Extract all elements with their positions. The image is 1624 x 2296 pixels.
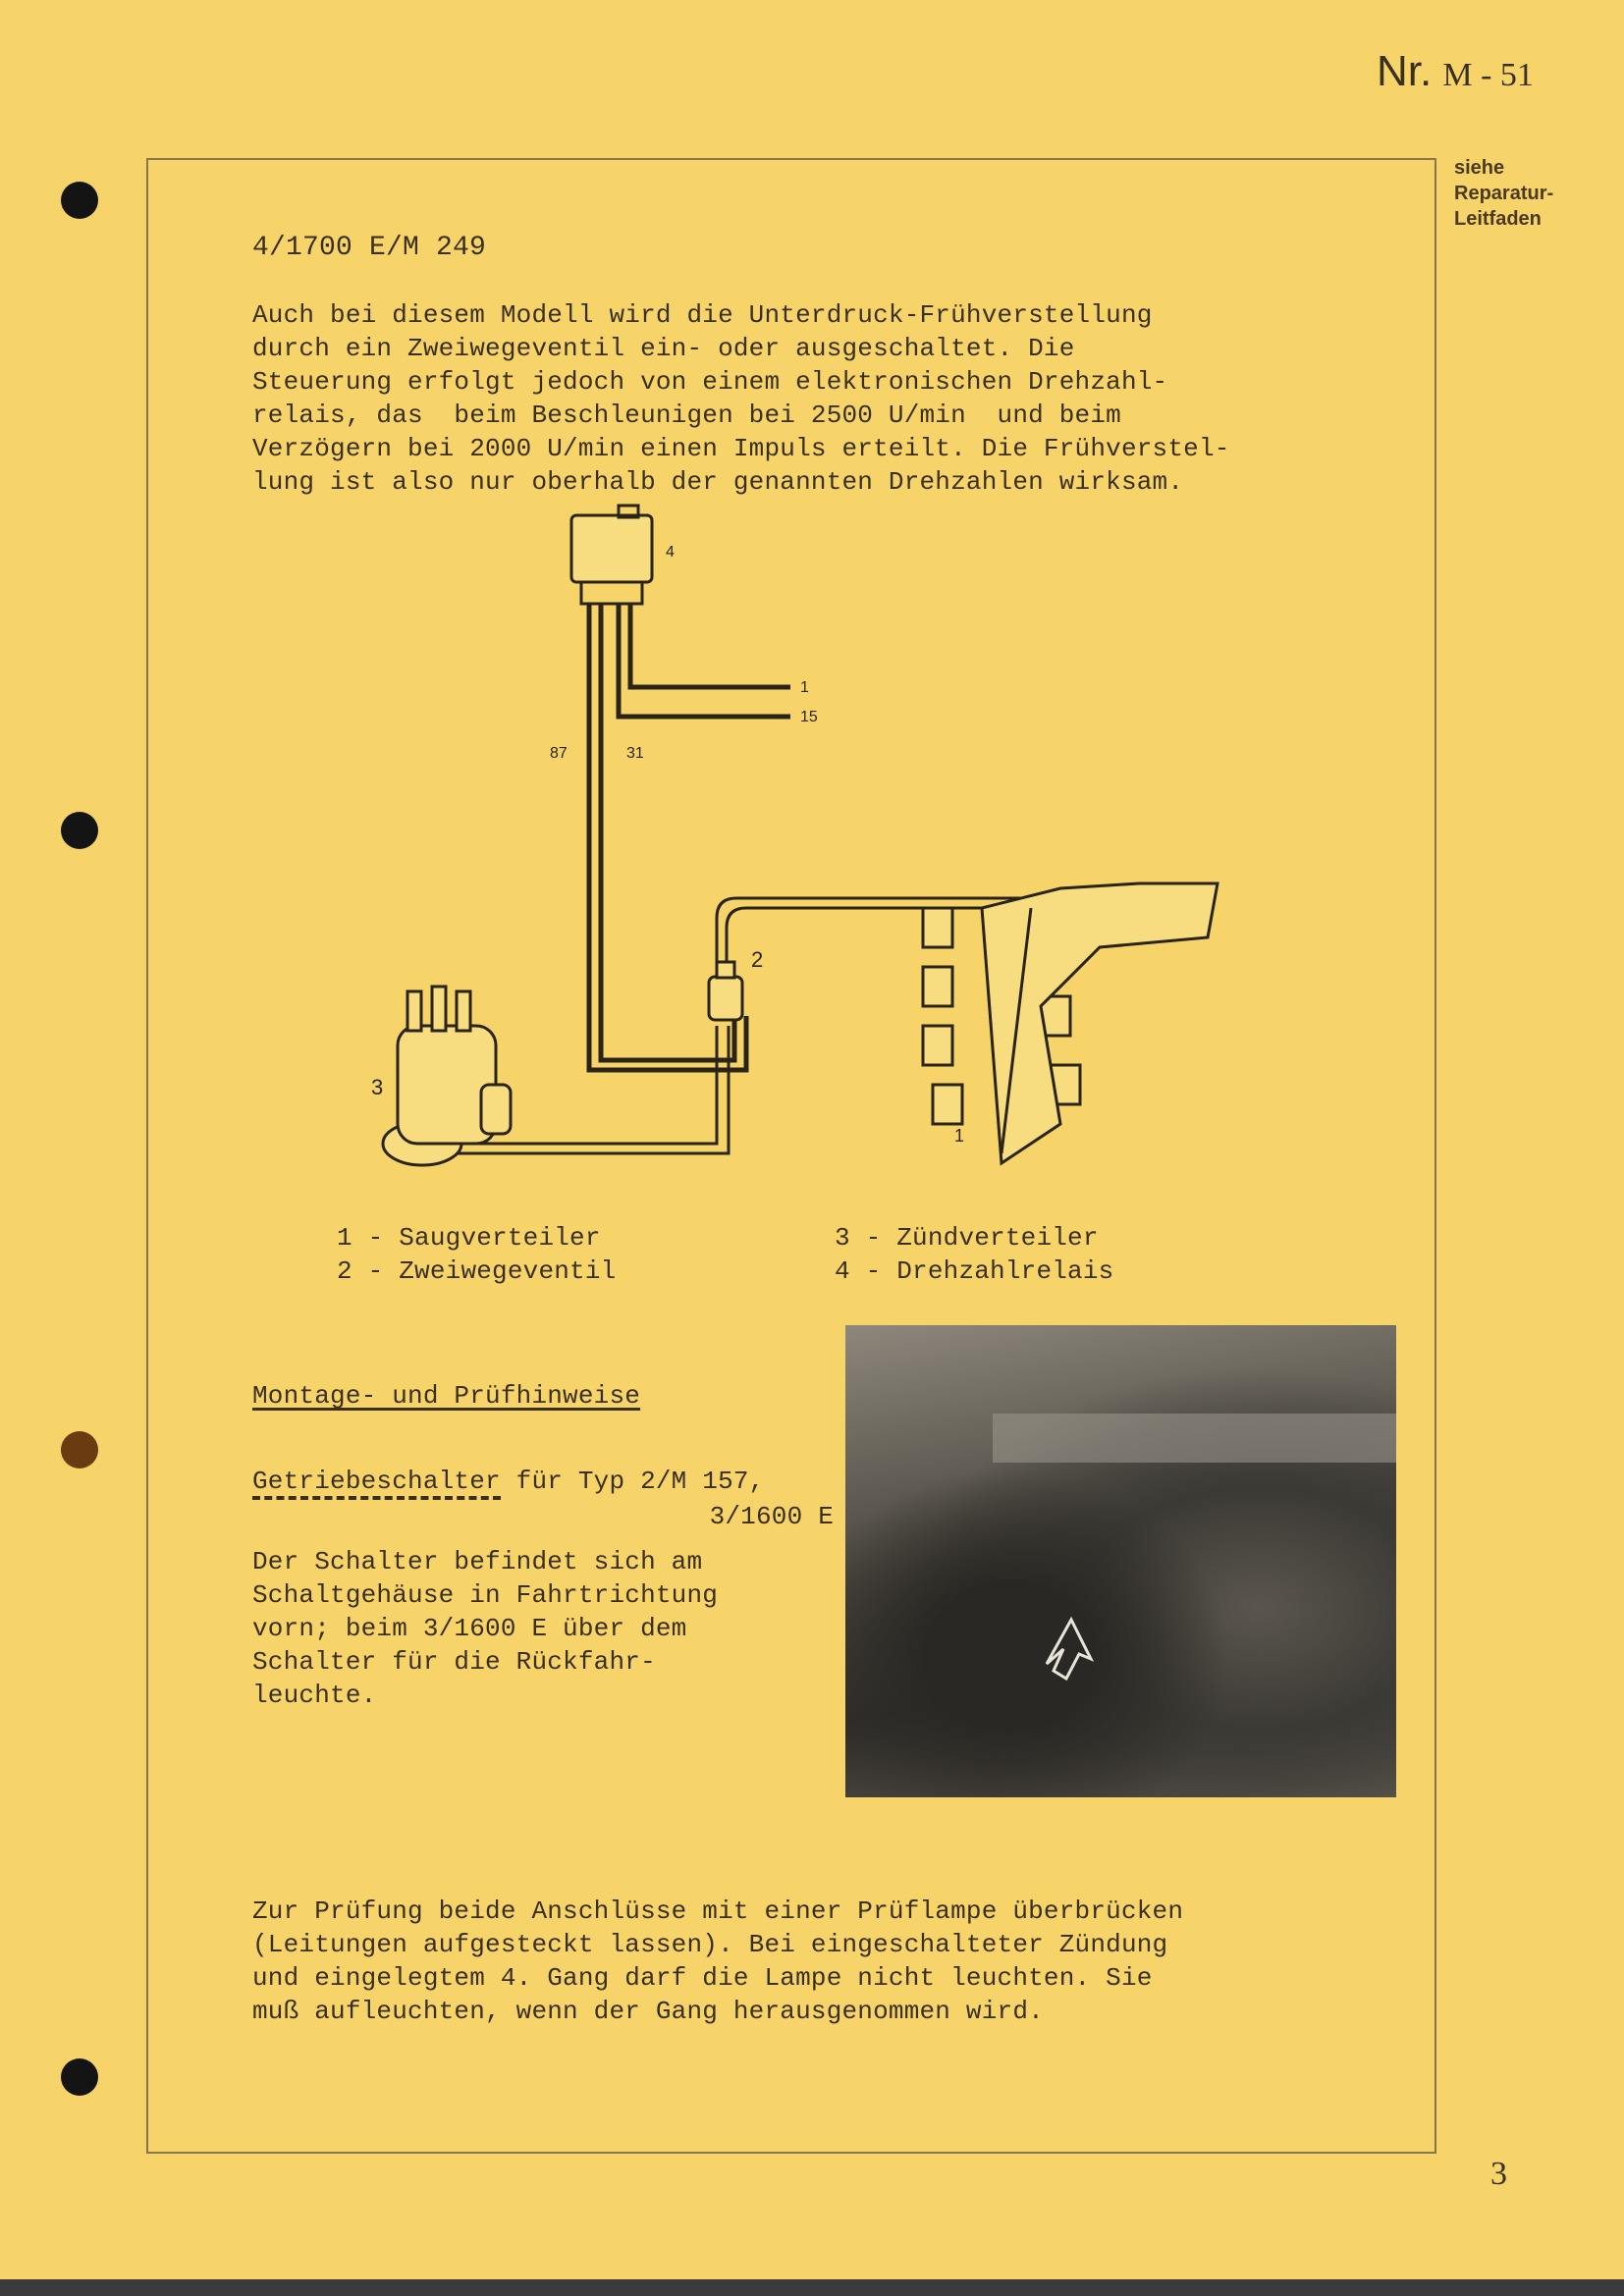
scan-edge (0, 2279, 1624, 2296)
sub-heading-rest: für Typ 2/M 157, (500, 1467, 765, 1496)
intake-manifold-drawing (923, 883, 1218, 1163)
text-line: lung ist also nur oberhalb der genannten Drehzahlen wirksam. (252, 467, 1184, 497)
legend-item: 1 - Saugverteiler (337, 1223, 601, 1253)
distributor-drawing (383, 987, 511, 1165)
text-line: Auch bei diesem Modell wird die Unterdruck-Frühverstellung (252, 300, 1153, 330)
label-relay: 4 (666, 544, 675, 561)
sub-heading-line2: 3/1600 E (709, 1502, 834, 1531)
side-note-line: Reparatur- (1454, 183, 1554, 204)
legend-item: 2 - Zweiwegeventil (337, 1256, 617, 1286)
legend-item: 3 - Zündverteiler (835, 1223, 1099, 1253)
valve-drawing (709, 962, 742, 1020)
intro-paragraph (252, 298, 1230, 499)
label-terminal-31: 31 (626, 745, 644, 762)
arrow-icon (845, 1325, 1396, 1797)
side-note-line: siehe (1454, 157, 1505, 179)
text-line: Steuerung erfolgt jedoch von einem elektronischen Drehzahl- (252, 367, 1168, 397)
page-number: 3 (1490, 2156, 1507, 2192)
document-number (1377, 47, 1534, 96)
text-line: Schaltgehäuse in Fahrtrichtung (252, 1580, 719, 1610)
text-line: Schalter für die Rückfahr- (252, 1647, 656, 1677)
text-line: muß aufleuchten, wenn der Gang herausgenommen wird. (252, 1997, 1044, 2026)
nr-label: Nr. (1377, 47, 1433, 95)
vacuum-hoses (422, 898, 1080, 1153)
sub-heading (252, 1465, 841, 1533)
label-terminal-87: 87 (550, 745, 568, 762)
text-line: (Leitungen aufgesteckt lassen). Bei eingeschalteter Zündung (252, 1930, 1168, 1959)
section-title: 4/1700 E/M 249 (252, 233, 487, 263)
text-line: Verzögern bei 2000 U/min einen Impuls erteilt. Die Frühverstel- (252, 434, 1230, 463)
text-line: leuchte. (252, 1681, 377, 1710)
text-line: und eingelegtem 4. Gang darf die Lampe nicht leuchten. Sie (252, 1963, 1153, 1993)
sub-heading-underlined: Getriebeschalter (252, 1467, 501, 1500)
gearbox-switch-photo (845, 1325, 1396, 1797)
punch-hole (61, 812, 98, 849)
punch-hole (61, 182, 98, 219)
label-manifold: 1 (954, 1126, 965, 1146)
text-line: relais, das beim Beschleunigen bei 2500 U/min und beim (252, 400, 1121, 430)
side-note-line: Leitfaden (1454, 208, 1542, 230)
text-line: Zur Prüfung beide Anschlüsse mit einer Prüflampe überbrücken (252, 1896, 1184, 1926)
text-line: vorn; beim 3/1600 E über dem (252, 1614, 687, 1643)
legend-item: 4 - Drehzahlrelais (835, 1256, 1114, 1286)
section-heading: Montage- und Prüfhinweise (252, 1381, 641, 1411)
punch-hole (61, 2058, 98, 2096)
label-terminal-15: 15 (800, 709, 818, 725)
relay-drawing (571, 506, 652, 604)
punch-hole (61, 1431, 98, 1468)
text-line: Der Schalter befindet sich am (252, 1547, 703, 1576)
switch-paragraph (252, 1545, 718, 1712)
side-note (1454, 155, 1553, 232)
text-line: durch ein Zweiwegeventil ein- oder ausgeschaltet. Die (252, 334, 1075, 363)
label-valve: 2 (751, 947, 764, 972)
label-distributor: 3 (371, 1075, 384, 1099)
legend-right (835, 1221, 1113, 1288)
doc-number: M - 51 (1442, 57, 1534, 93)
wires (589, 604, 790, 1070)
test-paragraph (252, 1895, 1183, 2028)
legend-left (337, 1221, 616, 1288)
wiring-diagram (353, 496, 1237, 1183)
label-terminal-1: 1 (800, 679, 809, 696)
